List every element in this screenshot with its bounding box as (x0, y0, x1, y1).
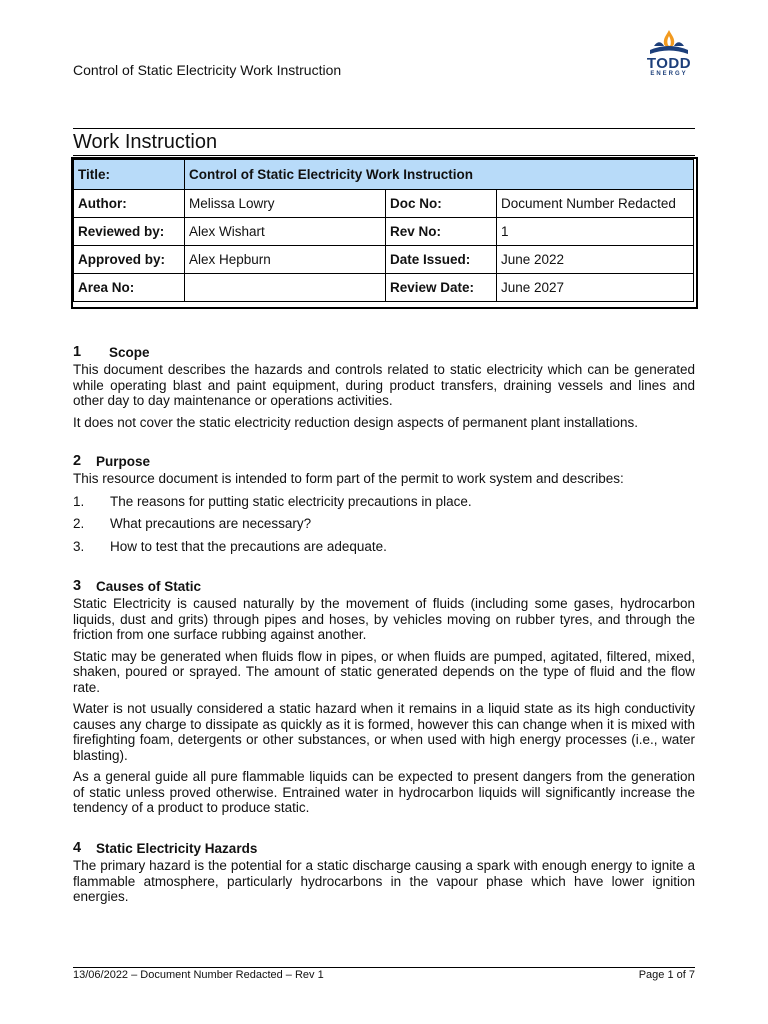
review-date-value: June 2027 (497, 274, 694, 302)
table-row (74, 274, 694, 302)
todd-energy-logo (636, 28, 702, 84)
scope-paragraph-1: This document describes the hazards and controls related to static electricity which can be generated while operating blast and paint equipment, during product transfers, draining vessels and lines and other day to day maintenance or operations activities. (73, 362, 695, 408)
table-title-row (74, 160, 694, 190)
area-no-label: Area No: (74, 274, 185, 302)
list-number: 3. (73, 538, 85, 554)
reviewed-by-value: Alex Wishart (185, 218, 386, 246)
date-issued-label: Date Issued: (386, 246, 497, 274)
list-item (73, 494, 695, 510)
review-date-label: Review Date: (386, 274, 497, 302)
header-divider (73, 128, 695, 129)
table-row (74, 218, 694, 246)
list-item (73, 516, 695, 532)
header-doc-title: Control of Static Electricity Work Instruction (73, 62, 342, 78)
heading-divider (73, 155, 695, 156)
flame-emblem-icon (636, 28, 702, 56)
section-number: 2 (73, 453, 82, 469)
title-label: Title: (74, 160, 185, 190)
date-issued-value: June 2022 (497, 246, 694, 274)
area-no-value (185, 274, 386, 302)
section-number: 1 (73, 344, 82, 360)
scope-paragraph-2: It does not cover the static electricity reduction design aspects of permanent plant installations. (73, 414, 639, 430)
list-text: What precautions are necessary? (110, 516, 312, 531)
section-title: Scope (109, 345, 150, 360)
rev-no-value: 1 (497, 218, 694, 246)
section-number: 4 (73, 840, 82, 856)
approved-by-value: Alex Hepburn (185, 246, 386, 274)
purpose-paragraph-1: This resource document is intended to form part of the permit to work system and describes: (73, 471, 624, 486)
rev-no-label: Rev No: (386, 218, 497, 246)
section-title: Purpose (96, 454, 151, 469)
footer-divider (73, 967, 695, 968)
section-causes (73, 578, 695, 816)
doc-no-label: Doc No: (386, 190, 497, 218)
title-value: Control of Static Electricity Work Instruction (185, 160, 694, 190)
section-heading (73, 453, 695, 471)
section-hazards (73, 840, 695, 905)
author-value: Melissa Lowry (185, 190, 386, 218)
list-number: 1. (73, 493, 85, 509)
section-number: 3 (73, 578, 82, 594)
list-text: How to test that the precautions are adequate. (110, 538, 387, 554)
footer-page-number: Page 1 of 7 (638, 969, 695, 981)
reviewed-by-label: Reviewed by: (74, 218, 185, 246)
logo-wordmark: TODD (646, 55, 692, 72)
footer-doc-info: 13/06/2022 – Document Number Redacted – Rev 1 (73, 969, 324, 981)
document-info-table (73, 159, 694, 302)
list-item (73, 539, 695, 555)
section-scope (73, 344, 695, 430)
causes-paragraph-3: Water is not usually considered a static hazard when it remains in a liquid state as its high conductivity causes any charge to dissipate as quickly as it is formed, however this can change when it is mixed with firefighting foam, detergents or other substances, or when used with high energy processes (i.e., water blasting). (73, 701, 695, 763)
section-heading (73, 344, 695, 362)
section-purpose (73, 453, 695, 554)
list-number: 2. (73, 516, 85, 531)
logo-subtext: ENERGY (650, 71, 688, 77)
hazards-paragraph-1: The primary hazard is the potential for a static discharge causing a spark with enough energy to ignite a flammable atmosphere, particularly hydrocarbons in the vapour phase which have lower ignition energies. (73, 858, 695, 904)
author-label: Author: (74, 190, 185, 218)
table-row (74, 246, 694, 274)
table-row (74, 190, 694, 218)
section-heading (73, 840, 695, 858)
causes-paragraph-2: Static may be generated when fluids flow in pipes, or when fluids are pumped, agitated, filtered, mixed, shaken, poured or sprayed. The amount of static generated depends on the type of fluid and the flow rate. (73, 648, 695, 695)
section-title: Static Electricity Hazards (96, 841, 258, 856)
section-heading (73, 578, 695, 596)
section-title: Causes of Static (96, 579, 202, 594)
approved-by-label: Approved by: (74, 246, 185, 274)
causes-paragraph-4: As a general guide all pure flammable liquids can be expected to present dangers from the generation of static unless proved otherwise. Entrained water in hydrocarbon liquids will significantly increase the tendency of a product to produce static. (73, 769, 695, 815)
list-text: The reasons for putting static electricity precautions in place. (110, 493, 472, 509)
doc-no-value: Document Number Redacted (497, 190, 694, 218)
causes-paragraph-1: Static Electricity is caused naturally by the movement of fluids (including some gases, hydrocarbon liquids, dust and grits) through pipes and hoses, by vehicles moving on rubber tyres, and through the friction from one surface rubbing against another. (73, 596, 695, 642)
work-instruction-heading: Work Instruction (73, 131, 218, 153)
